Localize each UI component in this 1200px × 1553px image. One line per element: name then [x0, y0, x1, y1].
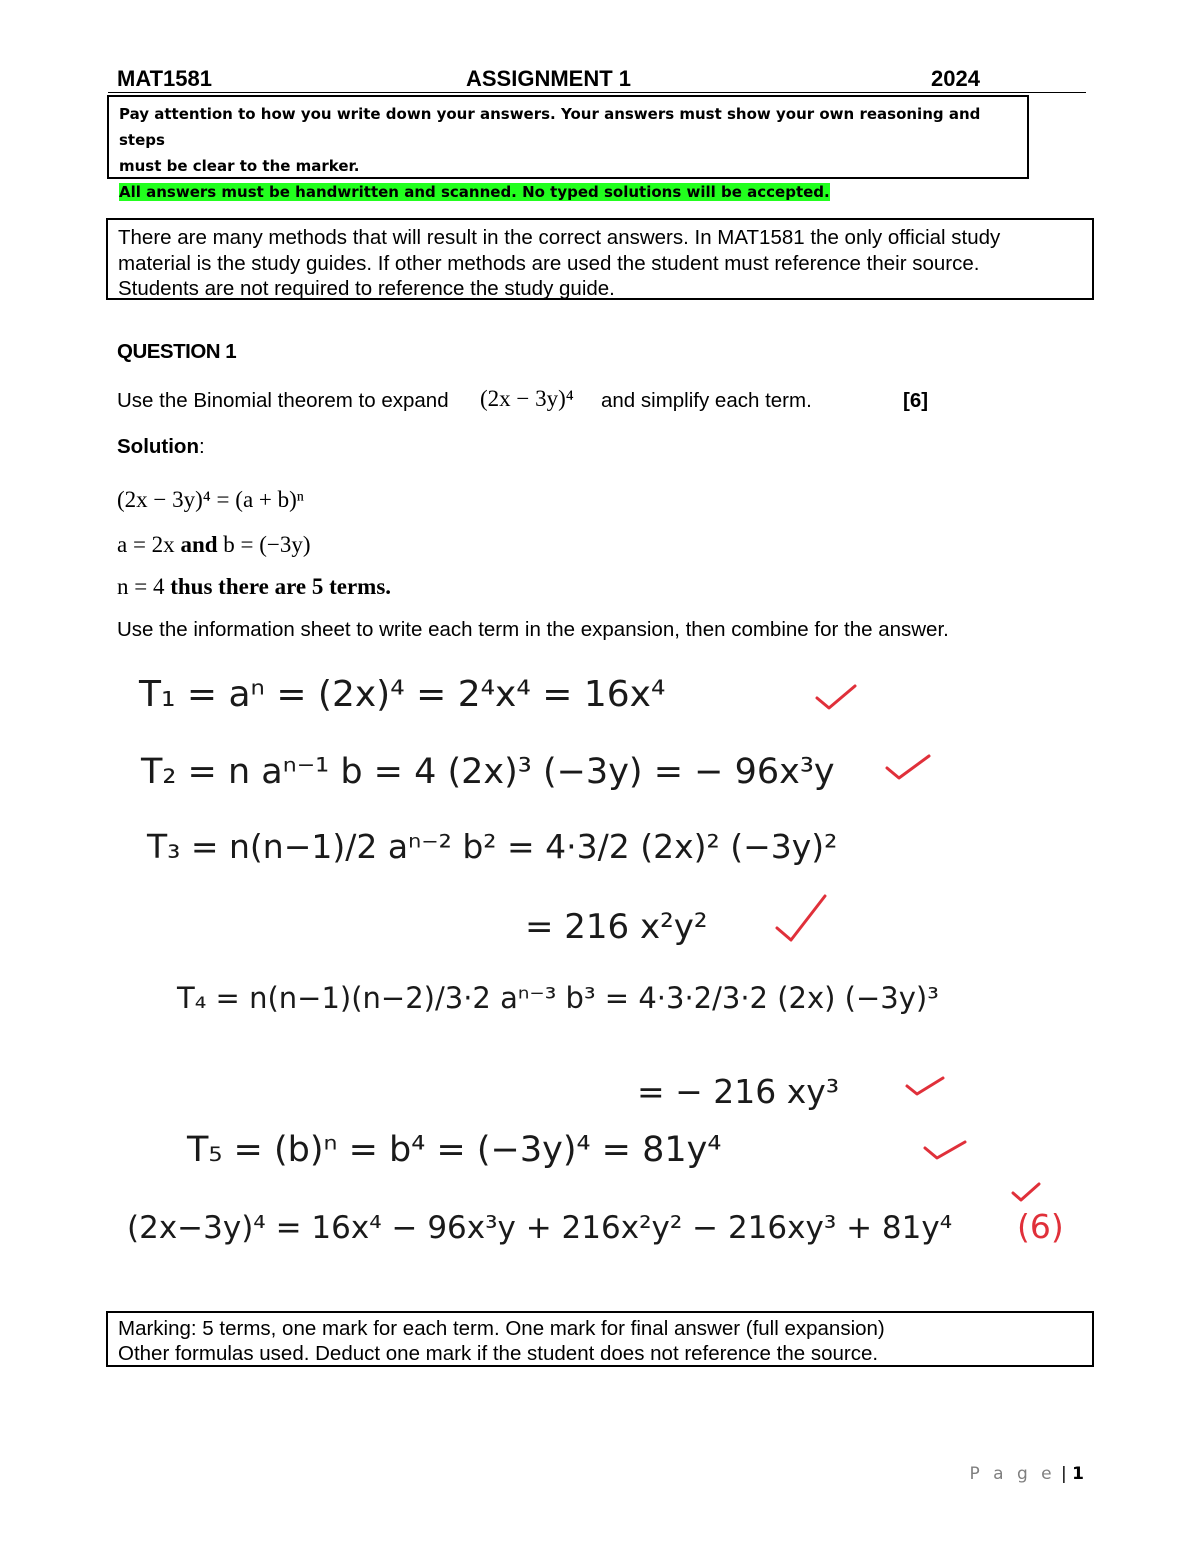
course-code: MAT1581: [117, 66, 212, 91]
solution-step-2: [117, 532, 311, 558]
hw-final-expansion: (2x−3y)⁴ = 16x⁴ − 96x³y + 216x²y² − 216xy³ + 81y⁴: [127, 1210, 953, 1246]
solution-n-def: n = 4: [117, 574, 165, 599]
notice-line-2: must be clear to the marker.: [119, 157, 360, 175]
marking-box: [106, 1311, 1094, 1367]
question-prompt-end: and simplify each term.: [601, 389, 812, 412]
hw-term-2: T₂ = n aⁿ⁻¹ b = 4 (2x)³ (−3y) = − 96x³y: [141, 752, 835, 792]
solution-instruction: Use the information sheet to write each term in the expansion, then combine for the answer.: [117, 618, 949, 641]
header-rule: [108, 92, 1086, 93]
methods-box: [106, 218, 1094, 300]
solution-label: Solution: [117, 435, 199, 458]
solution-step-1: (2x − 3y)⁴ = (a + b)ⁿ: [117, 487, 305, 512]
page-footer: [969, 1464, 1084, 1484]
solution-colon: :: [198, 435, 205, 458]
methods-line-1: There are many methods that will result in the correct answers. In MAT1581 the only official study: [118, 226, 1001, 249]
notice-line-1: Pay attention to how you write down your answers. Your answers must show your own reasoning and steps: [119, 105, 981, 149]
question-expression: (2x − 3y)⁴: [480, 386, 574, 411]
hw-final-mark: (6): [1017, 1207, 1064, 1246]
hw-term-3a: T₃ = n(n−1)/2 aⁿ⁻² b² = 4·3/2 (2x)² (−3y)²: [147, 827, 838, 866]
notice-highlight: All answers must be handwritten and scanned. No typed solutions will be accepted.: [119, 183, 830, 201]
hw-term-3b: = 216 x²y²: [525, 907, 708, 947]
solution-terms-note: thus there are 5 terms.: [170, 574, 392, 599]
hw-term-5: T₅ = (b)ⁿ = b⁴ = (−3y)⁴ = 81y⁴: [187, 1130, 722, 1170]
assignment-year: 2024: [931, 66, 980, 91]
hw-term-4a: T₄ = n(n−1)(n−2)/3·2 aⁿ⁻³ b³ = 4·3·2/3·2 (2x) (−3y)³: [177, 981, 939, 1015]
handwritten-solution-image: [117, 658, 1083, 1280]
assignment-title: ASSIGNMENT 1: [466, 66, 632, 91]
page-label: P a g e: [969, 1464, 1056, 1484]
hw-term-1: T₁ = aⁿ = (2x)⁴ = 2⁴x⁴ = 16x⁴: [139, 674, 666, 715]
methods-line-2: material is the study guides. If other methods are used the student must reference their source.: [118, 251, 980, 275]
question-marks: [6]: [903, 389, 929, 412]
solution-and: and: [180, 532, 218, 557]
solution-a-def: a = 2x: [117, 532, 175, 557]
page-number: 1: [1072, 1464, 1084, 1484]
methods-line-3: Students are not required to reference the study guide.: [118, 277, 615, 300]
hw-term-4b: = − 216 xy³: [637, 1072, 840, 1111]
page-separator: |: [1061, 1464, 1067, 1484]
marking-line-2: Other formulas used. Deduct one mark if the student does not reference the source.: [118, 1342, 879, 1365]
marking-line-1: Marking: 5 terms, one mark for each term. One mark for final answer (full expansion): [118, 1317, 885, 1340]
question-title: QUESTION 1: [117, 340, 237, 363]
solution-b-def: b = (−3y): [223, 532, 311, 557]
question-prompt: Use the Binomial theorem to expand: [117, 389, 449, 412]
notice-box: [107, 95, 1029, 201]
solution-heading: [117, 435, 205, 459]
solution-step-3: [117, 574, 391, 600]
